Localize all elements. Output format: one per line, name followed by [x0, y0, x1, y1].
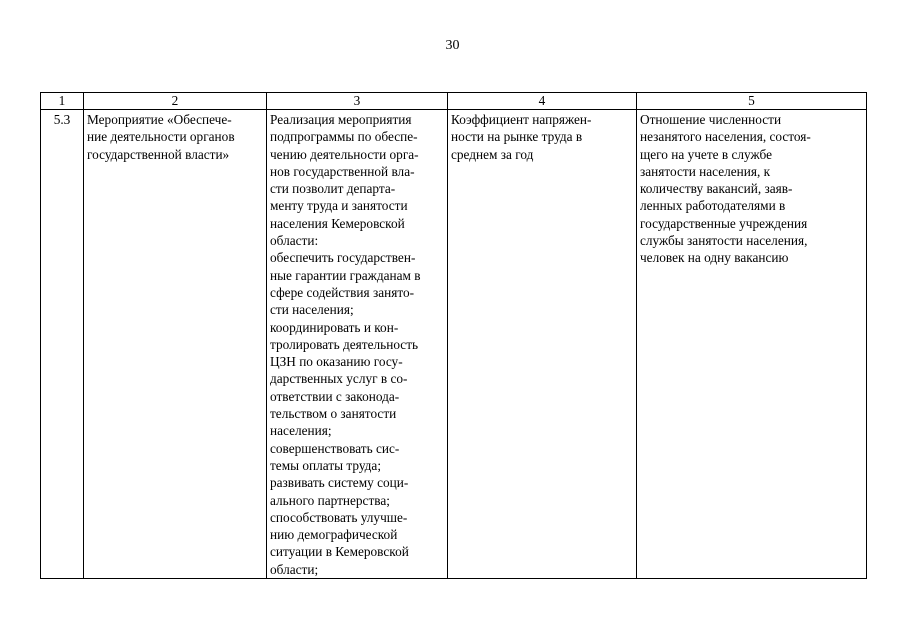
header-row [41, 93, 867, 110]
header-col-3: 3 [267, 93, 448, 110]
cell-event-name [84, 110, 267, 579]
table-row [41, 110, 867, 579]
table-body [41, 110, 867, 579]
cell-indicator [448, 110, 637, 579]
program-table [40, 92, 867, 579]
indicator-name: Коэффициент напряжен- ности на рынке труда в среднем за год [451, 112, 592, 162]
table-header [41, 93, 867, 110]
header-col-4: 4 [448, 93, 637, 110]
indicator-method: Отношение численности незанятого населения, состоя- щего на учете в службе занятости населения, к количеству вакансий, заяв- ленных работодателями в государственные учреждения службы занятости населения, человек на одну вакансию [640, 112, 811, 266]
item-number: 5.3 [53, 112, 71, 127]
header-col-5: 5 [637, 93, 867, 110]
cell-item-number [41, 110, 84, 579]
event-name: Мероприятие «Обеспече- ние деятельности органов государственной власти» [87, 112, 235, 162]
cell-description [267, 110, 448, 579]
header-col-2: 2 [84, 93, 267, 110]
page-number: 30 [445, 38, 460, 53]
header-col-1: 1 [41, 93, 84, 110]
event-description: Реализация мероприятия подпрограммы по обеспе- чению деятельности орга- нов государственной вла- сти позволит департа- менту труда и занятости населения Кемеровской области: обеспечить государствен- ные гарантии гражданам в сфере содействия занято- сти населения; координировать и кон- тролировать деятельность ЦЗН по оказанию госу- дарственных услуг в со- ответствии с законода- тельством о занятости населения; совершенствовать сис- темы оплаты труда; развивать систему соци- ального партнерства; способствовать улучше- нию демографической ситуации в Кемеровской области; [270, 112, 421, 577]
cell-method [637, 110, 867, 579]
